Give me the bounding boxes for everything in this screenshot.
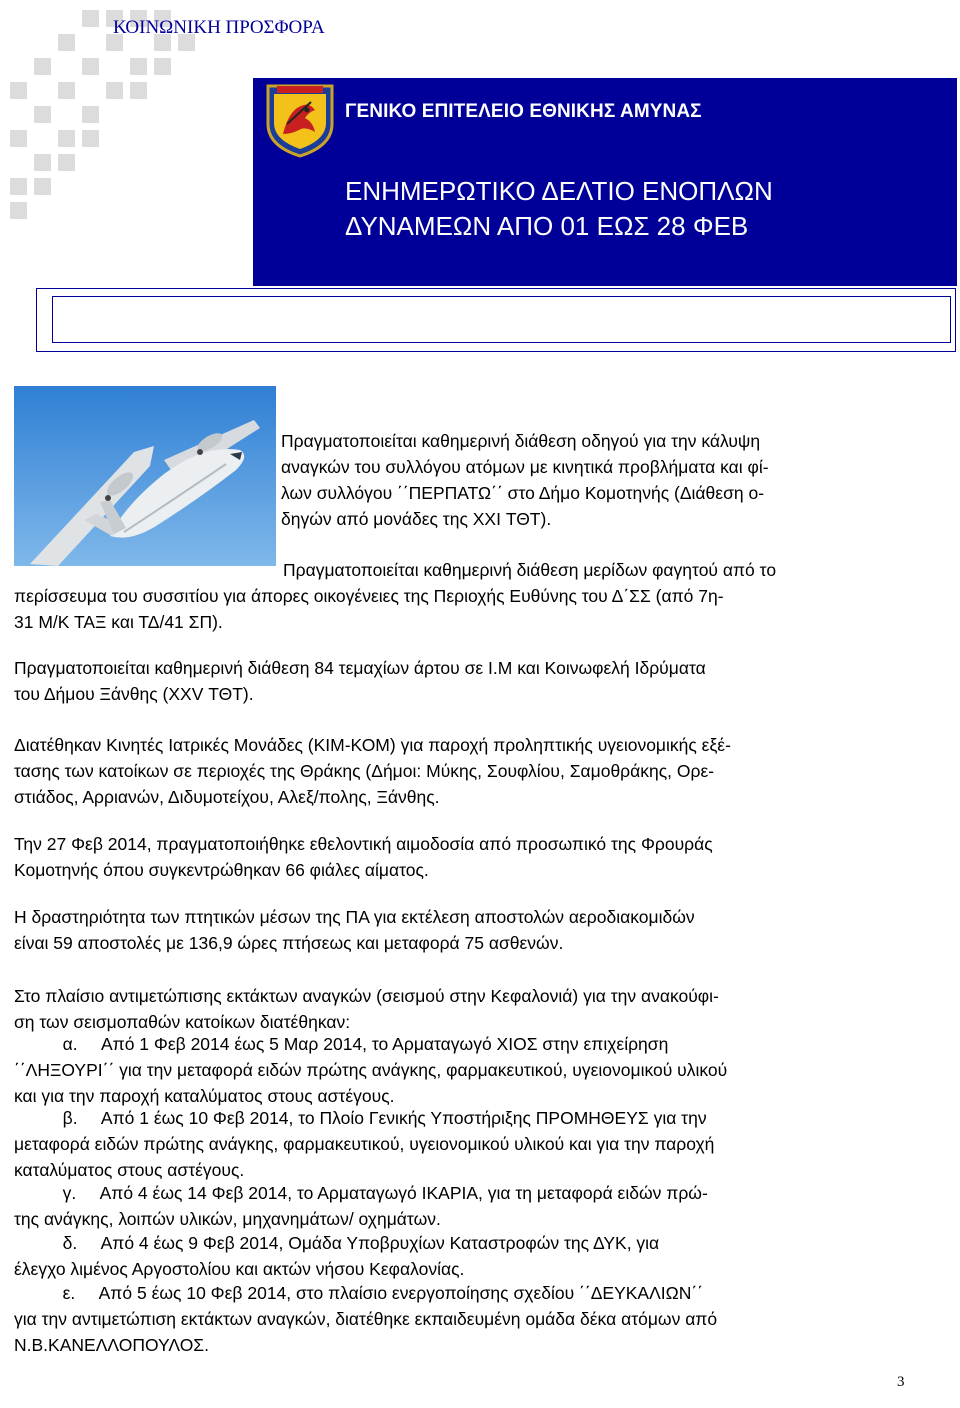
decorative-square bbox=[58, 82, 75, 99]
decorative-square bbox=[34, 178, 51, 195]
decorative-square bbox=[58, 130, 75, 147]
decorative-square bbox=[10, 130, 27, 147]
organization-name: ΓΕΝΙΚΟ ΕΠΙΤΕΛΕΙΟ ΕΘΝΙΚΗΣ ΑΜΥΝΑΣ bbox=[345, 101, 702, 122]
list-item-e: ε. Από 5 έως 10 Φεβ 2014, στο πλαίσιο ενεργοποίησης σχεδίου ΄΄ΔΕΥΚΑΛΙΩΝ΄΄ για την αντιμετώπιση εκτάκτων αναγκών, διατέθηκε εκπαιδευμένη ομάδα δέκα ατόμων από Ν.Β.ΚΑΝΕΛΛΟΠΟΥΛΟΣ. bbox=[14, 1283, 718, 1355]
paragraph-meal-portions: Πραγματοποιείται καθημερινή διάθεση μερίδων φαγητού από το περίσσευμα του συσσιτίου για άπορες οικογένειες της Περιοχής Ευθύνης του Δ΄ΣΣ (από 7η- 31 Μ/Κ ΤΑΞ και ΤΔ/41 ΣΠ). bbox=[14, 560, 777, 632]
decorative-square bbox=[58, 34, 75, 51]
page-number: 3 bbox=[897, 1374, 905, 1390]
paragraph-earthquake-relief: Στο πλαίσιο αντιμετώπισης εκτάκτων αναγκών (σεισμού στην Κεφαλονιά) για την ανακούφι- ση των σεισμοπαθών κατοίκων διατέθηκαν: bbox=[14, 986, 719, 1032]
paragraph-driver-support: Πραγματοποιείται καθημερινή διάθεση οδηγού για την κάλυψη αναγκών του συλλόγου ατόμων με κινητικά προβλήματα και φί- λων συλλόγου ΄΄ΠΕΡΠΑΤΩ΄΄ στο Δήμο Κομοτηνής (Διάθεση ο- δηγών από μονάδες της XXI ΤΘΤ). bbox=[281, 431, 769, 529]
decorative-square bbox=[82, 10, 99, 27]
decorative-square bbox=[34, 154, 51, 171]
decorative-squares bbox=[0, 0, 250, 290]
decorative-square bbox=[130, 82, 147, 99]
section-title: ΚΟΙΝΩΝΙΚΗ ΠΡΟΣΦΟΡΑ bbox=[113, 17, 325, 38]
bulletin-title bbox=[345, 174, 773, 244]
decorative-square bbox=[82, 130, 99, 147]
paragraph-bread-distribution: Πραγματοποιείται καθημερινή διάθεση 84 τεμαχίων άρτου σε Ι.Μ και Κοινωφελή Ιδρύματα του Δήμου Ξάνθης (XXV ΤΘΤ). bbox=[14, 658, 706, 704]
section-inner-border bbox=[52, 296, 951, 343]
paragraph-blood-donation: Την 27 Φεβ 2014, πραγματοποιήθηκε εθελοντική αιμοδοσία από προσωπικό της Φρουράς Κομοτηνής όπου συγκεντρώθηκαν 66 φιάλες αίματος. bbox=[14, 834, 713, 880]
section-frame bbox=[36, 288, 956, 352]
list-item-d: δ. Από 4 έως 9 Φεβ 2014, Ομάδα Υποβρυχίων Καταστροφών της ΔΥΚ, για έλεγχο λιμένος Αργοστολίου και ακτών νήσου Κεφαλονίας. bbox=[14, 1233, 660, 1279]
decorative-square bbox=[106, 82, 123, 99]
paragraph-air-ambulance: Η δραστηριότητα των πτητικών μέσων της ΠΑ για εκτέλεση αποστολών αεροδιακομιδών είναι 59 αποστολές με 136,9 ώρες πτήσεως και μεταφορά 75 ασθενών. bbox=[14, 907, 695, 953]
decorative-square bbox=[82, 106, 99, 123]
decorative-square bbox=[10, 202, 27, 219]
list-item-a: α. Από 1 Φεβ 2014 έως 5 Μαρ 2014, το Αρματαγωγό ΧΙΟΣ στην επιχείρηση ΄΄ΛΗΞΟΥΡΙ΄΄ για την μεταφορά ειδών πρώτης ανάγκης, φαρμακευτικού, υγειονομικού υλικού και για την παροχή καταλύματος στους αστέγους. bbox=[14, 1034, 728, 1106]
bulletin-title-line-2: ΔΥΝΑΜΕΩΝ ΑΠΟ 01 ΕΩΣ 28 ΦΕΒ bbox=[345, 211, 749, 241]
transport-aircraft-photo bbox=[14, 386, 276, 566]
decorative-square bbox=[34, 58, 51, 75]
decorative-square bbox=[130, 58, 147, 75]
decorative-square bbox=[10, 178, 27, 195]
list-item-c: γ. Από 4 έως 14 Φεβ 2014, το Αρματαγωγό ΙΚΑΡΙΑ, για τη μεταφορά ειδών πρώ- της ανάγκης, λοιπών υλικών, μηχανημάτων/ οχημάτων. bbox=[14, 1183, 708, 1229]
list-item-b: β. Από 1 έως 10 Φεβ 2014, το Πλοίο Γενικής Υποστήριξης ΠΡΟΜΗΘΕΥΣ για την μεταφορά ειδών πρώτης ανάγκης, φαρμακευτικού, υγειονομικού υλικού και για την παροχή καταλύματος στους αστέγους. bbox=[14, 1108, 715, 1180]
decorative-square bbox=[154, 58, 171, 75]
bulletin-title-line-1: ΕΝΗΜΕΡΩΤΙΚΟ ΔΕΛΤΙΟ ΕΝΟΠΛΩΝ bbox=[345, 176, 773, 206]
decorative-square bbox=[58, 154, 75, 171]
decorative-square bbox=[10, 82, 27, 99]
decorative-square bbox=[34, 106, 51, 123]
decorative-square bbox=[82, 58, 99, 75]
paragraph-mobile-medical-units: Διατέθηκαν Κινητές Ιατρικές Μονάδες (ΚΙΜ-ΚΟΜ) για παροχή προληπτικής υγειονομικής εξέ- τασης των κατοίκων σε περιοχές της Θράκης (Δήμοι: Μύκης, Σουφλίου, Σαμοθράκης, Ορε- στιάδος, Αρριανών, Διδυμοτείχου, Αλεξ/πολης, Ξάνθης. bbox=[14, 735, 731, 807]
emblem-logo bbox=[265, 80, 335, 158]
